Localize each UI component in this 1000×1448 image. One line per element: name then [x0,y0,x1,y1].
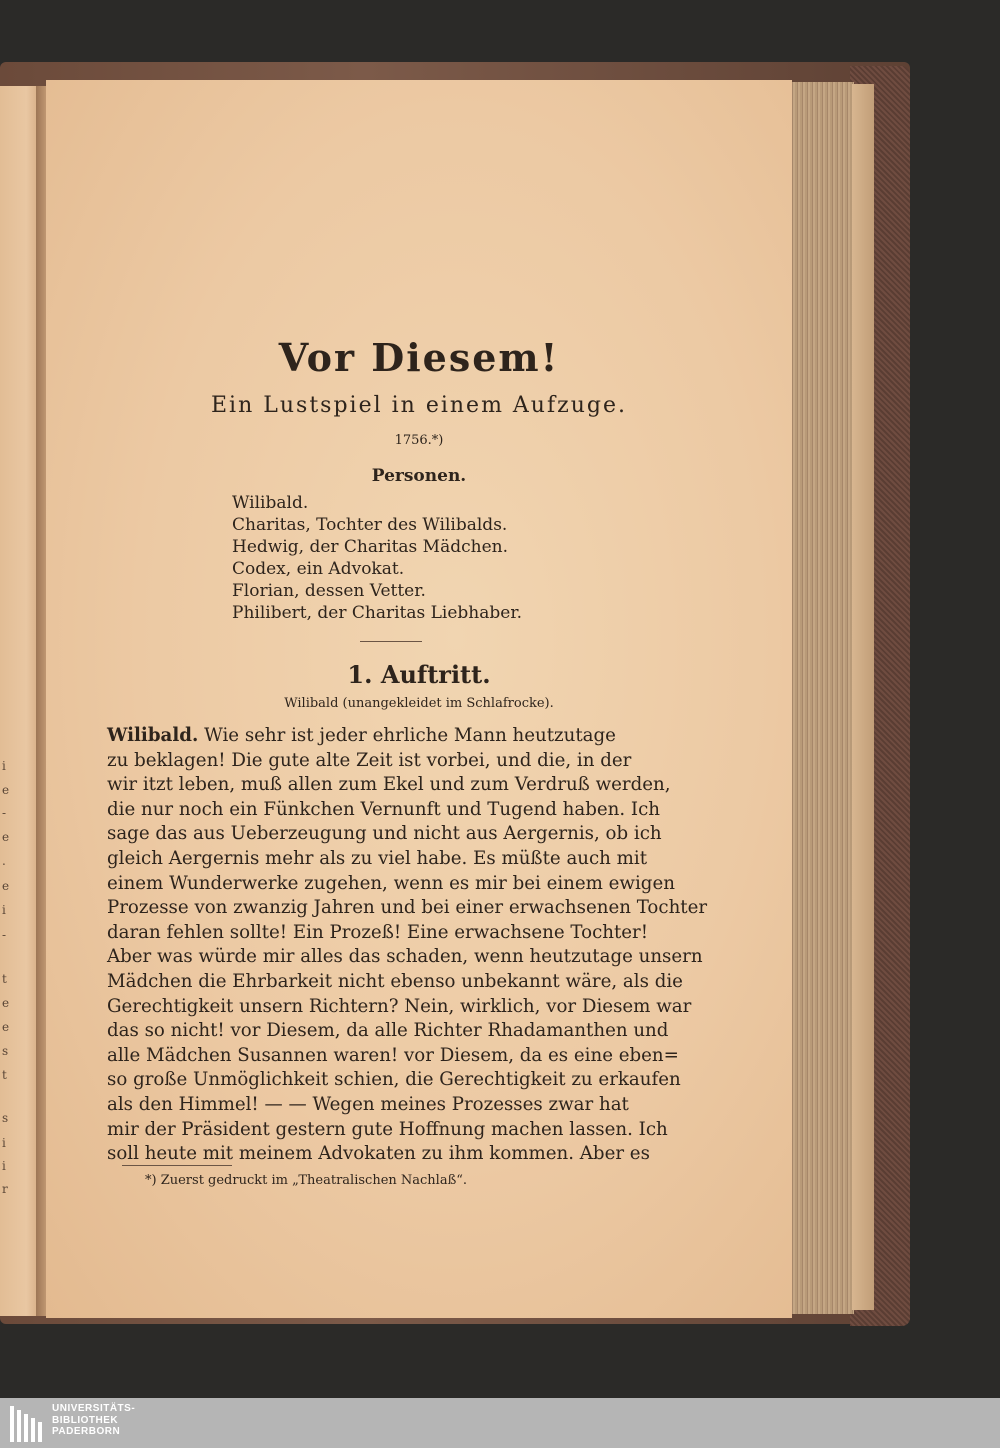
library-name-line: BIBLIOTHEK [52,1414,119,1426]
body-line: Aber was würde mir alles das schaden, wenn heutzutage unsern [107,946,703,968]
margin-char: e [2,996,10,1010]
body-line: Gerechtigkeit unsern Richtern? Nein, wirklich, vor Diesem war [107,995,692,1017]
person-entry: Florian, dessen Vetter. [232,581,426,601]
body-line: gleich Aergernis mehr als zu viel habe. Es müßte auch mit [107,847,648,869]
person-entry: Hedwig, der Charitas Mädchen. [232,537,508,557]
body-line: daran fehlen sollte! Ein Prozeß! Eine erwachsene Tochter! [107,921,649,943]
scene-heading: 1. Auftritt. [347,660,491,689]
margin-char: t [2,1068,7,1082]
margin-char: - [2,928,7,942]
body-line: zu beklagen! Die gute alte Zeit ist vorbei, und die, in der [107,749,632,771]
persons-list [232,492,522,624]
section-divider [360,641,422,642]
body-line: einem Wunderwerke zugehen, wenn es mir bei einem ewigen [107,872,675,894]
library-logo-icon [8,1404,48,1444]
margin-char: - [2,806,7,820]
library-name-line: UNIVERSITÄTS- [52,1403,136,1414]
body-line: wir itzt leben, muß allen zum Ekel und zum Verdruß werden, [107,774,671,796]
body-line: sage das aus Ueberzeugung und nicht aus Aergernis, ob ich [107,823,662,845]
stage-direction: Wilibald (unangekleidet im Schlafrocke). [284,696,554,711]
play-subtitle: Ein Lustspiel in einem Aufzuge. [211,393,627,418]
margin-char: i [2,1159,6,1173]
body-line: als den Himmel! — — Wegen meines Prozesses zwar hat [107,1093,629,1115]
play-title: Vor Diesem! [278,335,560,380]
body-line: mir der Präsident gestern gute Hoffnung machen lassen. Ich [107,1118,668,1140]
margin-char: t [2,972,7,986]
margin-char: i [2,759,6,773]
footnote-divider [122,1165,232,1166]
persons-heading: Personen. [371,466,467,486]
margin-char: e [2,783,10,797]
play-year: 1756.*) [394,433,444,448]
library-name [52,1403,135,1438]
margin-char: s [2,1044,9,1058]
body-line [107,724,693,749]
page-block-edge [790,82,854,1314]
footnote: *) Zuerst gedruckt im „Theatralischen Nachlaß“. [145,1173,468,1188]
margin-char: e [2,1020,10,1034]
margin-char: i [2,1136,6,1150]
body-line: das so nicht! vor Diesem, da alle Richter Rhadamanthen und [107,1020,669,1042]
margin-char: . [2,854,6,868]
body-line: soll heute mit meinem Advokaten zu ihm kommen. Aber es [107,1143,650,1165]
person-entry: Philibert, der Charitas Liebhaber. [232,603,522,623]
person-entry: Charitas, Tochter des Wilibalds. [232,515,508,535]
body-line: die nur noch ein Fünkchen Vernunft und Tugend haben. Ich [107,798,660,820]
body-line: Mädchen die Ehrbarkeit nicht ebenso unbekannt wäre, als die [107,970,683,992]
margin-char: i [2,903,6,917]
dialogue-body [107,724,708,1167]
library-footer-bar [0,1398,1000,1448]
body-line: so große Unmöglichkeit schien, die Gerechtigkeit zu erkaufen [107,1069,681,1091]
library-name-line: PADERBORN [52,1426,121,1437]
body-line-text: Wie sehr ist jeder ehrliche Mann heutzutage [204,725,616,746]
margin-char: r [2,1182,8,1196]
page-block-side [852,84,874,1310]
margin-char: e [2,879,10,893]
person-entry: Codex, ein Advokat. [232,559,405,579]
body-line: Prozesse von zwanzig Jahren und bei einer erwachsenen Tochter [107,897,708,919]
speaker-name: Wilibald. [107,725,199,746]
margin-char: s [2,1111,9,1125]
person-entry: Wilibald. [232,493,309,513]
margin-char: e [2,830,10,844]
body-line: alle Mädchen Susannen waren! vor Diesem, da es eine eben= [107,1044,679,1066]
